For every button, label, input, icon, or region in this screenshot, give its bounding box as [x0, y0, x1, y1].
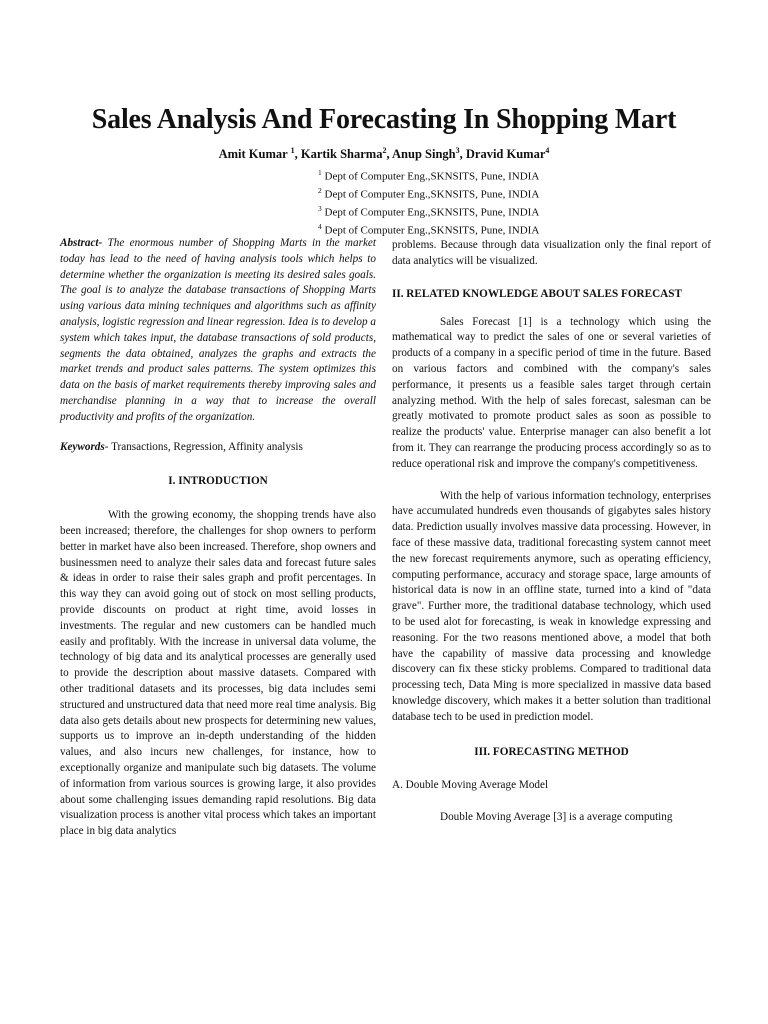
forecasting-method-paragraph: Double Moving Average [3] is a average computing [440, 811, 673, 824]
keywords-text: - Transactions, Regression, Affinity analysis [104, 440, 303, 453]
affiliation-mark: 4 [318, 221, 322, 231]
author-mark: 3 [455, 146, 460, 155]
section-heading-introduction: I. INTRODUCTION [168, 475, 268, 488]
author-mark: 4 [545, 146, 550, 155]
author-name: Anup Singh [392, 147, 456, 162]
left-column [60, 236, 376, 840]
keywords [60, 440, 376, 456]
affiliation-mark: 2 [318, 185, 322, 195]
author-name: Amit Kumar [218, 147, 291, 162]
abstract-text: The enormous number of Shopping Marts in the market today has lead to the need of having analysis tools which helps to determine whether the organization is meeting its desired sales goals. The goal is to analyze the database transactions of Shopping Marts using various data mining techniques and algorithms such as affinity analysis, logistic regression and linear regression. Idea is to develop a system which takes input, the database transactions of sold products, segments the data obtained, analyzes the graphs and extracts the market trends and product sales patterns. The system optimizes this data on the basis of market requirements thereby improving sales and merchandise planning in a way that to increase the overall productivity and profits of the organization. [60, 237, 376, 423]
affiliation-item [318, 184, 618, 202]
affiliation-item [318, 202, 618, 220]
author-name: Dravid Kumar [465, 147, 546, 162]
affiliation-text: Dept of Computer Eng.,SKNSITS, Pune, INDIA [324, 188, 540, 201]
affiliation-item [318, 166, 618, 184]
abstract [60, 236, 376, 426]
keywords-label: Keywords [60, 440, 105, 453]
related-knowledge-paragraph-2: With the help of various information technology, enterprises have accumulated hundreds even thousands of gigabytes sales history data. Prediction usually involves massive data processing. However, in face of these massive data, traditional forecasting system cannot meet the new forecast requirements anymore, such as operating efficiency, computing performance, accuracy and storage space, large amounts of historical data is now in an offline state, turned into a kind of "data grave". Further more, the traditional database technology, which used to be used alot for forecasting, is weak in knowledge expressing and reasoning. For the two reasons mentioned above, a model that both have the capability of massive data processing and knowledge discovery can fix these sticky problems. Compared to traditional data processing tech, Data Ming is more specialized in massive data based knowledge discovery, which makes it a better solution than traditional database tech to be used in prediction model. [392, 489, 711, 723]
abstract-label: Abstract- [60, 237, 103, 249]
introduction-continued-paragraph: problems. Because through data visualization only the final report of data analytics will be visualized. [392, 239, 711, 267]
author-mark: 2 [382, 146, 387, 155]
affiliation-mark: 1 [318, 168, 322, 177]
author-name: Kartik Sharma [300, 147, 383, 162]
subsection-heading-double-moving-average: A. Double Moving Average Model [392, 779, 549, 792]
affiliation-text: Dept of Computer Eng.,SKNSITS, Pune, INDIA [324, 206, 540, 219]
paper-title: Sales Analysis And Forecasting In Shopping Mart [91, 104, 677, 135]
author-list: Amit Kumar $^1$, Kartik Sharma$^2$, Anup Singh$^3$, Dravid Kumar$^4$ [218, 146, 550, 162]
affiliation-list [318, 166, 618, 238]
affiliation-mark: 3 [318, 203, 322, 213]
related-knowledge-paragraph-1: Sales Forecast [1] is a technology which using the mathematical way to predict the sales of one or several varieties of products of a company in a specific period of time in the future. Based on various factors and combined with the company's sales performance, it presents us a feasible sales target through certain analyzing method. With the help of sales forecast, salesman can be greatly motivated to promote product sales as soon as possible to realize the products' value. Enterprise manager can also benefit a lot from it. They can rearrange the producing process accordingly so as to reduce operational risk and improve the company's competitiveness. [392, 315, 711, 470]
affiliation-text: Dept of Computer Eng.,SKNSITS, Pune, INDIA [324, 170, 540, 183]
author-mark: 1 [290, 146, 295, 155]
introduction-paragraph: With the growing economy, the shopping trends have also been increased; therefore, the challenges for shop owners to perform better in market have also been increased. Therefore, shop owners and businessmen need to analyze their sales data and forecast future sales & ideas in order to raise their sales graph and profit percentages. In this way they can avoid going out of stock on most selling products, provide discounts on product at right time, avoid losses in investments. The regular and new customers can be handled much easily and profitably. With the increase in universal data volume, the technology of big data and its analytical processes are generally used to provide the description about massive datasets. Compared with other traditional datasets and its processes, big data includes semi structured and unstructured data that need more real time analysis. Big data also gets details about new prospects for determining new values, supports us to improve an in-depth understanding of the hidden values, and also incurs new challenges, for instance, how to exceptionally organize and manipulate such big datasets. The volume of information from various sources is growing large, it also provides about some challenging issues demanding rapid resolutions. Big data visualization process is another vital process which takes an important place in big data analytics [60, 509, 376, 838]
section-heading-related-knowledge: II. RELATED KNOWLEDGE ABOUT SALES FORECAST [392, 287, 682, 300]
affiliation-text: Dept of Computer Eng.,SKNSITS, Pune, INDIA [324, 224, 540, 237]
right-column [392, 238, 711, 826]
section-heading-forecasting-method: III. FORECASTING METHOD [474, 745, 629, 758]
